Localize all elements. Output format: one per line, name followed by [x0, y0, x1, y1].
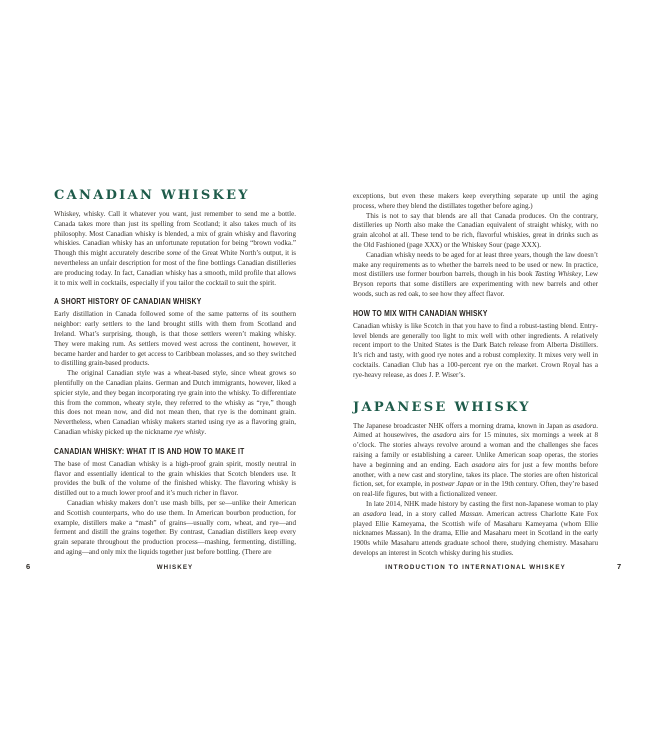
- text-run: airs for 15 minutes, six mornings a week at 8 o’clock. The stories always revolve around a woman and the challenges she faces raising a family or establishing a career. Unlike American soap operas, the stories have a beginning and an ending. Each: [353, 431, 598, 469]
- body-paragraph: [54, 210, 296, 288]
- body-paragraph: [54, 310, 296, 369]
- italic-text-run: postwar Japan: [431, 480, 474, 489]
- text-run: , Lew Bryson reports that some distillers are experimenting with new barrels and other woods, such as red oak, to see how they affect flavor.: [353, 270, 598, 298]
- text-run: exceptions, but even these makers keep everything separate up until the aging process, where they blend the distillates together before aging.): [353, 192, 598, 210]
- text-run: Whiskey, whisky. Call it whatever you want, just remember to send me a bottle. Canada takes more than just its spelling from Scotland; it also takes much of its philosophy. Most Canadian whisky is blended, a mix of grain whisky and flavoring whiskies. Canadian whisky has an unfortunate reputation for being “brown vodka.” Though this might accurately describe: [54, 210, 296, 258]
- text-run: The base of most Canadian whisky is a high-proof grain spirit, mostly neutral in flavor and essentially identical to the grain whiskies that Scotch blenders use. It provides the bulk of the volume of the finished whisky. The flavoring whisky is distilled out to a much lower proof and it’s much richer in flavor.: [54, 459, 296, 498]
- body-paragraph: [54, 369, 296, 438]
- italic-text-run: asadora: [471, 460, 495, 469]
- sub-heading: CANADIAN WHISKY: WHAT IT IS AND HOW TO MAKE IT: [54, 446, 245, 456]
- text-run: Early distillation in Canada followed some of the same patterns of its southern neighbor: early settlers to the land brought stills with them from Scotland and Ireland. What’s surprising, though, is that those settlers weren’t making whisky. They were making rum. As settlers moved west across the continent, however, it became harder and harder to get access to Caribbean molasses, and so they switched to distilling grain-based products.: [54, 310, 296, 368]
- text-run: .: [204, 427, 207, 436]
- text-run: of the Great White North’s output, it is nevertheless an unfair description for most of the fine bottlings Canadian distilleries are producing today. In fact, Canadian whisky has a smooth, mild profile that allows it to mix well in cocktails, especially if you tailor the cocktail to suit the spirit.: [54, 249, 297, 287]
- sub-heading: HOW TO MIX WITH CANADIAN WHISKY: [353, 308, 488, 318]
- text-run: airs for just a few months before another, with a new cast and storyline, takes its place. The stories are often historical fiction, set, for example, in: [353, 460, 598, 489]
- text-run: This is not to say that blends are all that Canada produces. On the contrary, distilleries up North also make the Canadian equivalent of straight whisky, with no grain alcohol at all. These tend to be rich, flavorful whiskies, great in drinks such as the Old Fashioned (page XXX) or the Whiskey Sour (page XXX).: [353, 211, 598, 249]
- section-heading: JAPANESE WHISKY: [353, 399, 531, 415]
- sub-heading: A SHORT HISTORY OF CANADIAN WHISKY: [54, 297, 202, 307]
- text-run: . American actress Charlotte Kate Fox played Ellie Kameyama, the Scottish wife of Masaharu Kameyama (whom Ellie nicknames Massan). In the drama, Ellie and Masaharu meet in Scotland in the early 1900s while Masaharu attends graduate school there, studying chemistry. Masaharu develops an interest in Scotch whisky during his studies.: [353, 509, 598, 557]
- body-paragraph: [54, 499, 296, 558]
- italic-text-run: asadora: [572, 421, 597, 430]
- body-paragraph: [353, 322, 598, 381]
- body-paragraph: [353, 500, 598, 559]
- text-run: The original Canadian style was a wheat-based style, since wheat grows so plentifully on the Canadian plains. German and Dutch immigrants, however, liked a spicier style, and they began incorporating rye grain into the whisky. To differentiate this from the common, wheaty style, they referred to the whisky as “rye,” though this does not mean now, and did not mean then, that rye is the dominant grain. Nevertheless, when Canadian whisky makers started using rye as a flavoring grain, Canadian whisky picked up the nickname: [54, 369, 296, 436]
- italic-text-run: some: [166, 249, 182, 258]
- italic-text-run: asadora: [432, 431, 457, 440]
- text-run: . Aimed at housewives, the: [353, 421, 598, 440]
- section-heading: CANADIAN WHISKEY: [54, 188, 250, 203]
- text-run: Canadian whisky needs to be aged for at least three years, though the law doesn’t make any requirements as to whether the barrels need to be used or new. In practice, most distillers use former bourbon barrels, though in his book: [353, 250, 598, 279]
- body-paragraph: [353, 192, 598, 212]
- body-paragraph: [54, 460, 296, 499]
- body-paragraph: [353, 212, 598, 251]
- page-right-text-column: [353, 192, 598, 559]
- running-footer-left: WHISKEY: [156, 564, 194, 571]
- page-number-right: 7: [617, 562, 622, 571]
- text-run: The Japanese broadcaster NHK offers a morning drama, known in Japan as: [353, 421, 573, 430]
- italic-text-run: Tasting Whiskey: [534, 270, 582, 279]
- italic-text-run: Massan: [459, 509, 482, 518]
- text-run: lead, in a story called: [386, 509, 460, 518]
- body-paragraph: [353, 422, 598, 500]
- italic-text-run: rye whisky: [174, 427, 205, 436]
- text-run: Canadian whisky makers don’t use mash bills, per se—unlike their American and Scottish counterparts, who do use them. In American bourbon production, for example, distillers make a “mash” of grains—usually corn, wheat, and rye—and ferment and distill the grains together. By contrast, Canadian distillers keep every grain separate throughout the production process—mashing, fermenting, distilling, and aging—and only mix the liquids together just before bottling. (There are: [54, 498, 296, 556]
- text-run: Canadian whisky is like Scotch in that you have to find a robust-tasting blend. Entry-level blends are generally too light to mix well with other ingredients. A relatively recent import to the United States is the Dark Batch release from Alberta Distillers. It’s rich and tasty, with good rye notes and a robust complexity. It mixes very well in cocktails. Canadian Club has a 100-percent rye on the market. Crown Royal has a rye-heavy release, as does J. P. Wiser’s.: [353, 321, 598, 379]
- page-number-left: 6: [26, 562, 31, 571]
- page-left-text-column: [54, 189, 296, 558]
- italic-text-run: asadora: [363, 509, 387, 518]
- text-run: In late 2014, NHK made history by casting the first non-Japanese woman to play an: [353, 499, 598, 518]
- running-footer-right: INTRODUCTION TO INTERNATIONAL WHISKEY: [385, 564, 566, 571]
- text-run: or in the 19th century. Often, they’re based on real-life figures, but with a fictionalized veneer.: [353, 480, 598, 499]
- body-paragraph: [353, 251, 598, 300]
